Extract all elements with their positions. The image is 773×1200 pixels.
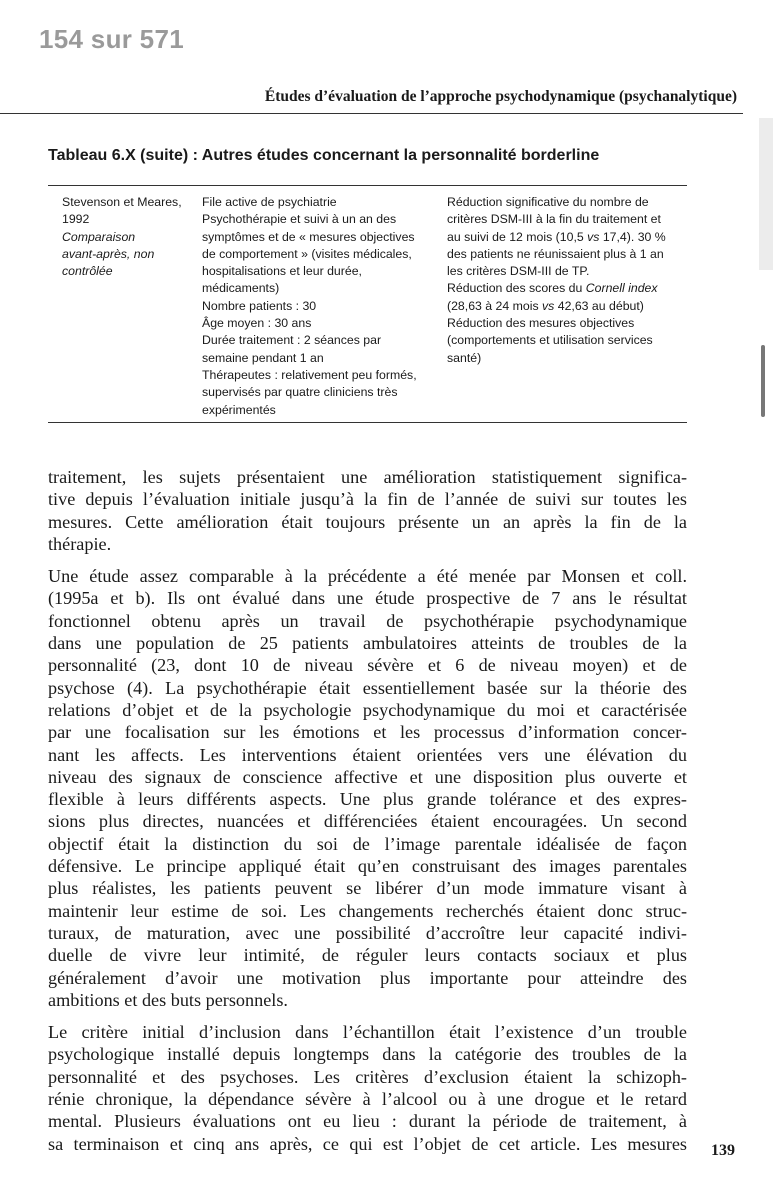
description-line: supervisés par quatre cliniciens très	[202, 385, 398, 400]
results-line	[447, 280, 666, 297]
results-cornell: Cornell index	[585, 281, 658, 296]
results-text: 17,4). 30 %	[599, 229, 666, 244]
description-line: semaine pendant 1 an	[202, 350, 324, 365]
results-line: (comportements et utilisation services	[447, 333, 653, 348]
paragraph	[48, 1021, 687, 1155]
text-line: plus réalistes, les patients peuvent se libérer d’un mode immature visant à	[48, 878, 687, 899]
study-line: 1992	[62, 212, 90, 227]
scrollbar-track[interactable]	[759, 118, 773, 270]
text-line: (1995a et b). Ils ont évalué dans une étude prospective de 7 ans le résultat	[48, 588, 687, 609]
results-vs: vs	[587, 229, 600, 244]
results-line: des patients ne réunissaient plus à 1 an	[447, 246, 664, 261]
text-line: défensive. Le principe appliqué était qu’en construisant des images parentales	[48, 856, 687, 877]
table-top-rule	[48, 185, 687, 186]
text-line: généralement d’avoir une motivation plus importante pour atteindre des	[48, 967, 687, 988]
description-line: médicaments)	[202, 281, 280, 296]
text-line: Le critère initial d’inclusion dans l’échantillon était l’existence d’un trouble	[48, 1022, 687, 1043]
text-line: mental. Plusieurs évaluations ont eu lieu : durant la période de traitement, à	[48, 1111, 687, 1132]
results-line	[447, 298, 666, 315]
text-line: sa terminaison et cinq ans après, ce qui est l’objet de cet article. Les mesures	[48, 1133, 687, 1154]
table-bottom-rule	[48, 422, 687, 423]
results-line	[447, 229, 666, 246]
text-line: mesures. Cette amélioration était toujours présente un an après la fin de la	[48, 511, 687, 532]
text-line: tive depuis l’évaluation initiale jusqu’à la fin de l’année de suivi sur toutes les	[48, 489, 687, 510]
text-line: maintenir leur estime de soi. Les changements recherchés étaient donc struc-	[48, 900, 687, 921]
results-text: au suivi de 12 mois (10,5	[447, 229, 588, 244]
text-line: duelle de vivre leur intimité, de réguler leurs contacts sociaux et plus	[48, 945, 687, 966]
text-line: rénie chronique, la dépendance sévère à l’alcool ou à une drogue et le retard	[48, 1089, 687, 1110]
header-rule	[0, 113, 743, 114]
description-line: Âge moyen : 30 ans	[202, 316, 312, 331]
description-line: Thérapeutes : relativement peu formés,	[202, 367, 417, 382]
text-line: par une focalisation sur les émotions et les processus d’information concer-	[48, 722, 687, 743]
text-line: objectif était la distinction du soi de l’image parentale idéalisée de façon	[48, 833, 687, 854]
text-line: flexible à leurs différents aspects. Une plus grande tolérance et des expres-	[48, 789, 687, 810]
text-line: personnalité et des psychoses. Les critères d’exclusion étaient la schizoph-	[48, 1066, 687, 1087]
results-line: Réduction des mesures objectives	[447, 316, 635, 331]
study-line: Stevenson et Meares,	[62, 195, 182, 209]
results-line: critères DSM-III à la fin du traitement et	[447, 212, 661, 227]
text-line: dans une population de 25 patients ambulatoires atteints de troubles de la	[48, 633, 687, 654]
description-line: de comportement » (visites médicales,	[202, 246, 412, 261]
description-line: Durée traitement : 2 séances par	[202, 333, 382, 348]
design-line: avant-après, non	[62, 246, 155, 261]
text-line: sions plus directes, nuancées et différenciées étaient encouragées. Un second	[48, 811, 687, 832]
scrollbar-thumb[interactable]	[761, 345, 765, 417]
text-line: psychologique installé depuis longtemps dans la catégorie des troubles de la	[48, 1044, 687, 1065]
description-line: Nombre patients : 30	[202, 298, 317, 313]
results-text: Réduction des scores du	[447, 281, 586, 296]
text-line: thérapie.	[48, 533, 112, 554]
results-text: (28,63 à 24 mois	[447, 298, 543, 313]
table-cell-study	[62, 194, 182, 280]
table-title: Tableau 6.X (suite) : Autres études concernant la personnalité borderline	[48, 147, 600, 164]
body-text	[48, 466, 687, 1155]
text-line: traitement, les sujets présentaient une amélioration statistiquement significa-	[48, 467, 687, 487]
results-vs: vs	[542, 298, 555, 313]
description-line: hospitalisations et leur durée,	[202, 264, 362, 279]
description-line: symptômes et de « mesures objectives	[202, 229, 415, 244]
text-line: niveau des signaux de conscience affective et une disposition plus ouverte et	[48, 766, 687, 787]
table-cell-results	[447, 194, 666, 367]
description-line: Psychothérapie et suivi à un an des	[202, 212, 397, 227]
design-line: Comparaison	[62, 229, 136, 244]
text-line: personnalité (23, dont 10 de niveau sévère et 6 de niveau moyen) et de	[48, 655, 687, 676]
text-line: turaux, de maturation, avec une possibilité d’accroître leur capacité indivi-	[48, 922, 687, 943]
paragraph	[48, 565, 687, 1011]
running-header: Études d’évaluation de l’approche psychodynamique (psychanalytique)	[264, 88, 737, 105]
description-line: File active de psychiatrie	[202, 195, 337, 209]
results-text: 42,63 au début)	[554, 298, 644, 313]
design-line: contrôlée	[62, 264, 113, 279]
text-line: relations d’objet et de la psychologie psychodynamique du moi et caractérisée	[48, 699, 687, 720]
description-line: expérimentés	[202, 402, 276, 417]
text-line: nant les affects. Les interventions étaient orientées vers une élévation du	[48, 744, 687, 765]
paragraph	[48, 466, 687, 555]
page-number: 139	[711, 1142, 735, 1159]
page-counter: 154 sur 571	[39, 24, 184, 54]
text-line: psychose (4). La psychothérapie était essentiellement basée sur la théorie des	[48, 677, 687, 698]
results-line: les critères DSM-III de TP.	[447, 264, 590, 279]
text-line: Une étude assez comparable à la précédente a été menée par Monsen et coll.	[48, 566, 687, 587]
table-cell-description	[202, 194, 417, 419]
results-line: Réduction significative du nombre de	[447, 195, 649, 209]
results-line: santé)	[447, 350, 482, 365]
text-line: ambitions et des buts personnels.	[48, 989, 288, 1010]
text-line: fonctionnel obtenu après un travail de psychothérapie psychodynamique	[48, 610, 687, 631]
